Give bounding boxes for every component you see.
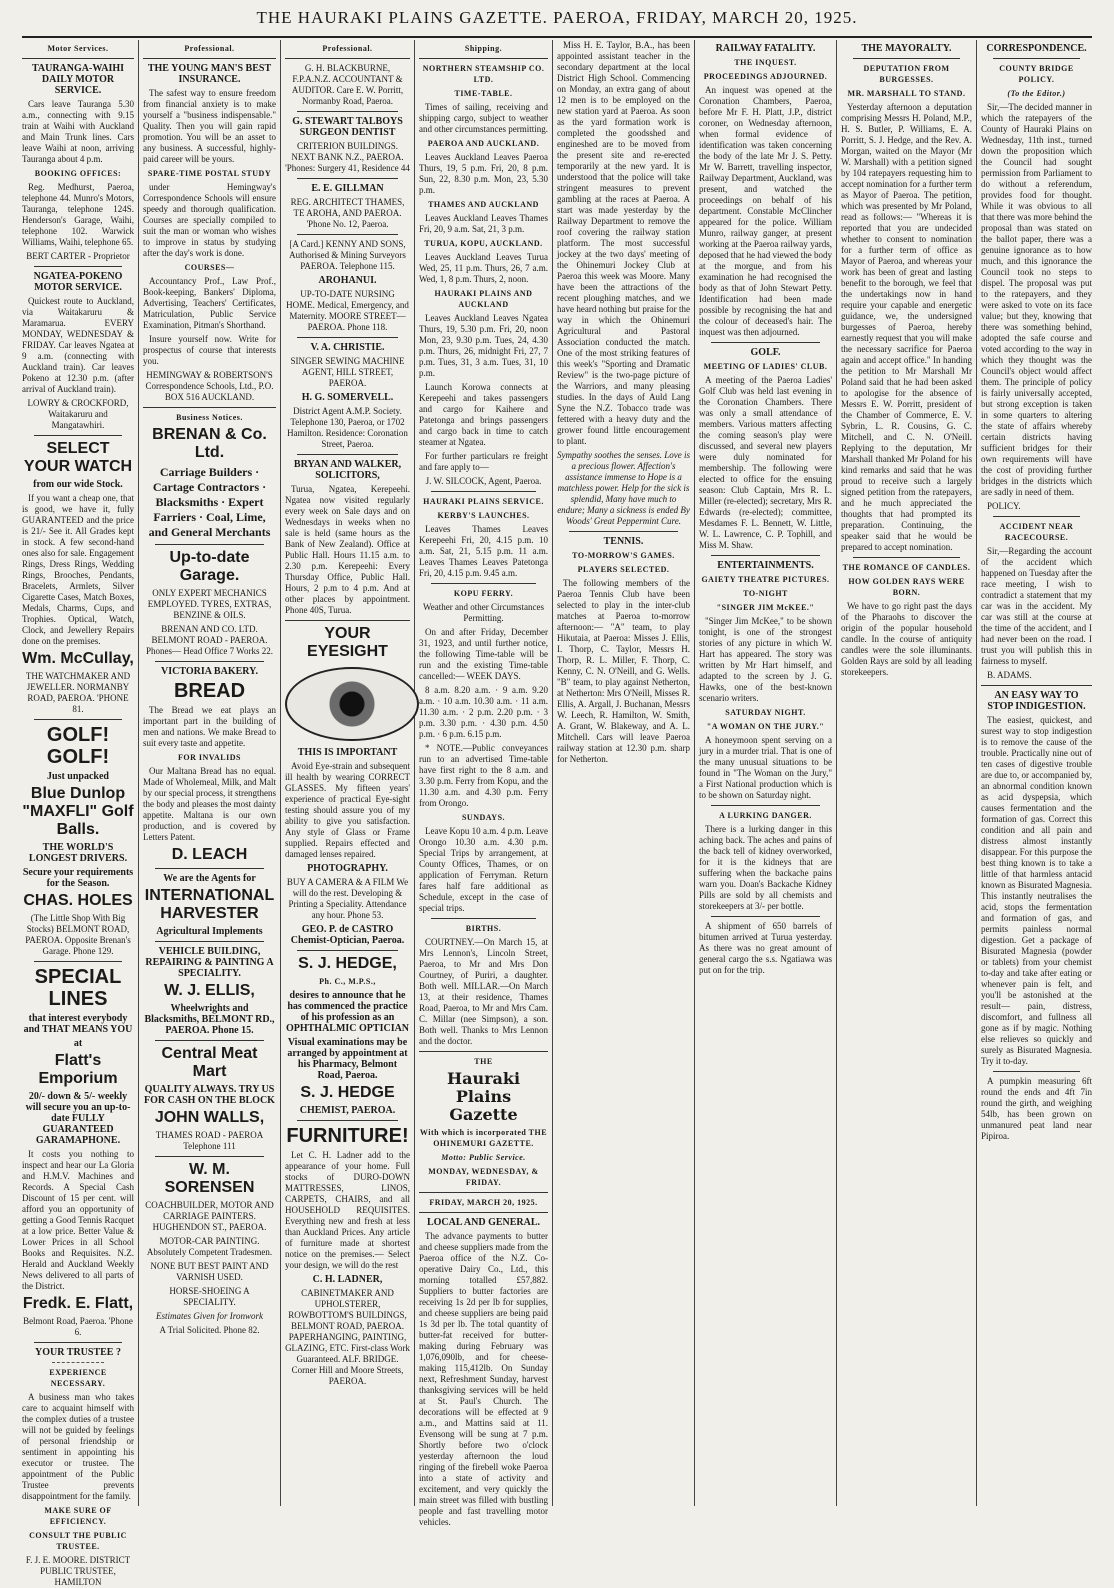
article-heading: A LURKING DANGER. — [719, 811, 812, 820]
ad-address: (The Little Shop With Big Stocks) BELMONT ROAD, PAEROA. Opposite Brenan's Garage. Phone 129. — [25, 913, 131, 956]
ad-signature: J. W. SILCOCK, Agent, Paeroa. — [425, 476, 542, 486]
rule — [853, 557, 960, 558]
article-heading: ACCIDENT NEAR RACECOURSE. — [999, 522, 1074, 542]
ad-heading: CHAS. HOLES — [23, 892, 133, 909]
ad-services: Carriage Builders · Cartage Contractors · Blacksmiths · Expert Farriers · Coal, Lime, and General Merchants — [148, 465, 271, 539]
column-motor-services — [22, 40, 134, 1587]
ad-body: Quickest route to Auckland, via Waitakaruru & Maramarua. EVERY MONDAY, WEDNESDAY & FRIDAY. Car leaves Ngatea at 9 a.m. (connecting with Auckland train). Car leaves Pokeno at 12.30 p.m. (after arrival of Auckland train). — [22, 296, 134, 394]
rule — [993, 58, 1080, 59]
ad-heading: SPECIAL LINES — [34, 966, 122, 1010]
card: Turua, Ngatea, Kerepeehi. Ngatea now visited regularly every week on Sale days and on Wednesdays in weeks when no sale is held (same hours as the Bank of New Zealand). Office at Public Hall. Hours 11.15 a.m. to 2.30 p.m. Kerepeehi: Every Thursday Office, Public Hall. Hours, 2 p.m to 4 p.m. And at other places by appointment. Phone 40S, Turua. — [285, 484, 410, 615]
column-correspondence — [981, 40, 1092, 1506]
rule — [711, 342, 820, 343]
rule — [155, 868, 264, 869]
ad-heading: Blue Dunlop "MAXFLI" Golf Balls. — [22, 785, 134, 838]
column-local-news — [557, 40, 690, 1506]
column-separator — [552, 40, 553, 1506]
ad-subheading: VEHICLE BUILDING, REPAIRING & PAINTING A SPECIALITY. — [145, 946, 274, 979]
rule — [155, 941, 264, 942]
ad-body: under Hemingway's Correspondence Schools will ensure speedy and thorough qualification. Courses are specially compiled to suit the man or woman who wishes to improve in status by studying after the day's work is done. — [143, 182, 276, 258]
rule — [419, 58, 548, 59]
ad-heading: YOUR TRUSTEE ? — [35, 1347, 121, 1358]
rule — [297, 111, 398, 112]
article-body: A honeymoon spent serving on a jury in a murder trial. That is one of the many unusual situations to be found in "The Woman on the Jury," a First National production which is to be shown on Saturday night. — [699, 735, 832, 800]
ad-subheading: THE WORLD'S LONGEST DRIVERS. — [28, 842, 128, 864]
article-subheading: GAIETY THEATRE PICTURES. — [701, 575, 830, 584]
route-heading: KOPU FERRY. — [453, 589, 514, 598]
column-separator — [976, 40, 977, 1506]
section-heading: Professional. — [184, 44, 235, 53]
ad-heading: VICTORIA BAKERY. — [161, 666, 258, 677]
route-times: 8 a.m. 8.20 a.m. · 9 a.m. 9.20 a.m. · 10 a.m. 10.30 a.m. · 11 a.m. 11.30 a.m. · 2 p.m. 2.20 p.m. · 3 p.m. 3.30 p.m. · 4.30 p.m. 4.50 p.m. · 6 p.m. 6.15 p.m. — [419, 685, 548, 739]
letter-signature: POLICY. — [987, 501, 1021, 511]
route-times: Leaves Auckland Leaves Ngatea Thurs, 19, 5.30 p.m. Fri, 20, noon Mon, 23, 9.30 p.m. Tues, 24, 4.30 p.m. Thurs, 26, midnight Fri, 27, 7 p.m. Tues, 31, 3 a.m. Tues, 31, 10 p.m. — [419, 313, 548, 378]
ad-subheading: TIME-TABLE. — [454, 89, 513, 98]
ad-body: Our Maltana Bread has no equal. Made of Wholemeal, Milk, and Malt by our special process, it strengthens the body and pleases the most dainty appetite. Maltana is our own production, and is covered by Letters Patent. — [143, 766, 276, 842]
ad-proprietor: BERT CARTER - Proprietor — [26, 251, 130, 261]
card-heading: BRYAN AND WALKER, SOLICITORS, — [293, 459, 402, 481]
article-heading: TENNIS. — [603, 536, 644, 547]
nameplate: Hauraki Plains Gazette — [446, 1069, 521, 1124]
card: REG. ARCHITECT THAMES, TE AROHA, AND PAEROA. 'Phone No. 12, Paeroa. — [290, 197, 405, 229]
letter-body: Sir,—The decided manner in which the ratepayers of the County of Hauraki Plains on Wednesday, 11th inst., turned down the proposition which the Council had sought permission from Parliament to do without a referendum, provides food for thought. While it was obvious to all that there was more behind the proposal than was stated on the ballot paper, there was a genuine ignorance as to how much, and this ignorance the Council took no steps to dispel. The proposal was put to the ratepayers, and they were asked to vote on its face value; but they, knowing that there was something behind, adopted the safe course and voted according to the way in which they thought was the Council's object would affect them. The principle of policy is fairly universally accepted, but strong exception is taken in some quarters to altering the state of affairs whereby certain districts having sufficient bridges for their own requirements will have the cost of providing further bridges in the districts which are sadly in need of them. — [981, 102, 1092, 497]
nameplate-days: MONDAY, WEDNESDAY, & FRIDAY. — [428, 1167, 539, 1187]
article-subheading: SATURDAY NIGHT. — [725, 708, 806, 717]
ad-heading: W. M. SORENSEN — [164, 1161, 255, 1196]
article-heading: LOCAL AND GENERAL. — [426, 1217, 541, 1228]
ad-body: Let C. H. Ladner add to the appearance of your home. Full stocks of DURO-DOWN MATTRESSES, LINOS, CARPETS, CHAIRS, and all HOUSEHOLD REQUISITES. Everything new and fresh at less than Auckland Prices. Any article of furniture made at shortest notice on the premises.— Select your design, we will do the rest — [285, 1150, 410, 1270]
ad-body: The safest way to ensure freedom from financial anxiety is to make yourself a "business indispensable." Quality. Then you will gain rapid promotion. You will be an asset to any business. A successful, highly-paid career will be yours. — [143, 88, 276, 164]
rule — [285, 620, 410, 621]
rule — [431, 583, 536, 584]
section-heading: Business Notices. — [176, 413, 243, 422]
card: District Agent A.M.P. Society. Telephone 130, Paeroa, or 1702 Hamilton. Residence: Coronation Street, Paeroa. — [287, 406, 408, 449]
rule — [711, 805, 820, 806]
ad-heading: TAURANGA-WAIHI DAILY MOTOR SERVICE. — [31, 63, 125, 96]
route-times: Leaves Auckland Leaves Turua Wed, 25, 11 p.m. Thurs, 26, 7 a.m. Wed, 1, 8 p.m. Thurs, 2, noon. — [419, 252, 548, 284]
article-heading: AN EASY WAY TO STOP INDIGESTION. — [987, 690, 1086, 712]
article-subheading: TO-NIGHT — [743, 589, 788, 598]
card-heading: E. E. GILLMAN — [311, 183, 384, 194]
ad-subheading: from our wide Stock. — [33, 479, 123, 490]
article-subheading: DEPUTATION FROM BURGESSES. — [863, 64, 950, 84]
ad-subheading: EXPERIENCE NECESSARY. — [49, 1368, 107, 1388]
ad-address: Belmont Road, Paeroa. 'Phone 6. — [23, 1316, 133, 1337]
ad-subheading: Weather and other Circumstances Permitting. — [423, 602, 544, 623]
rule — [297, 1120, 398, 1121]
ad-body: A Trial Solicited. Phone 82. — [159, 1325, 260, 1335]
card: SINGER SEWING MACHINE AGENT, HILL STREET, PAEROA. — [290, 356, 405, 388]
ad-heading: GEO. P. de CASTRO Chemist-Optician, Paeroa. — [290, 924, 405, 946]
route-times: Leaves Auckland Leaves Paeroa Thurs, 19, 5 p.m. Fri, 20, 8 p.m. Sun, 22, 8.30 p.m. Mon, 23, 5.30 p.m. — [419, 152, 548, 195]
notice-body: COURTNEY.—On March 15, at Mrs Lennon's, Lincoln Street, Paeroa, to Mr and Mrs Don Courtney, of Puriri, a daughter. Both well. MILLAR.—On March 13, at their residence, Thames Road, Paeroa, to Mr and Mrs Cam. C. Millar (nee Simpson), a son. Both well. Thanks to Mrs Lennon and the doctor. — [419, 937, 548, 1046]
article-subheading: "A WOMAN ON THE JURY." — [706, 722, 825, 731]
article-subheading: MEETING OF LADIES' CLUB. — [703, 362, 828, 371]
section-heading: Motor Services. — [47, 44, 109, 53]
article-subheading: (To the Editor.) — [1007, 89, 1066, 98]
ad-subheading: BOOKING OFFICES: — [34, 169, 122, 178]
nameplate-motto: Motto: Public Service. — [441, 1153, 526, 1162]
article-subheading: TO-MORROW'S GAMES. — [572, 551, 675, 560]
card: CRITERION BUILDINGS. NEXT BANK N.Z., PAEROA. 'Phones: Surgery 41, Residence 44 — [285, 141, 410, 173]
ad-heading: INTERNATIONAL HARVESTER — [144, 887, 275, 922]
rule — [431, 491, 536, 492]
article-body: Yesterday afternoon a deputation comprising Messrs H. Poland, M.P., H. S. Butler, P. Williams, E. A. Porritt, S. J. Hedge, and the Rev. A. Morgan, waited on the Mayor (Mr W. Marshall) with a petition signed by 104 ratepayers requesting him to accept nomination for a further term as Mayor of Paeroa. The petition, which was presented by Mr Poland, read as follows:— "Whereas it is reported that you are undecided whether to consent to nomination for a further term of office as Mayor of Paeroa, and whereas your work has been of great and lasting benefit to the borough, we feel that the undertakings now in hand require your capable and energetic guidance, we, the undersigned burgesses of Paeroa, hereby earnestly request that you will make the necessary sacrifice for Paeroa again and accept office." In handing the petition to Mr Marshall Mr Poland said that he had been asked to apologise for the absence of Messrs E. W. Porritt, president of the Chamber of Commerce, E. V. Sybrin, L. R. Cousins, G. C. Mitchell, and C. N. O'Neill. Replying to the deputation, Mr Marshall thanked Mr Poland for his kind remarks and said that he was proud to receive such a largely signed petition from the ratepayers, and he much appreciated the thoughts that had prompted its preparation. Continuing, the speaker said that he would be prepared to accept nomination. — [841, 102, 972, 552]
rule — [143, 407, 276, 408]
rule — [34, 961, 122, 962]
route-heading: HAURAKI PLAINS SERVICE. — [423, 497, 544, 506]
article-heading: ENTERTAINMENTS. — [717, 560, 814, 571]
article-body: The following members of the Paeroa Tennis Club have been selected to play in the inter-club matches at Paeroa to-morrow afternoon:— "A" team, to play Hikutaia, at Paeroa: Misses J. Ellis, I. Thorp, C. Taylor, Messrs H. Thorp, R. L. Miller, F. Thorp, C. Kenny, C. N. O'Neill, and G. Wells. "B" team, to play against Netherton, at Netherton: Mrs O'Neill, Misses R. Ellis, A. Argall, J. Buchanan, Messrs W. Leech, R. Hamilton, W. Smith, A. Grant, W. Blakeway, and A. L. Mitchell. Cars will leave Paeroa railway station at 12.30 p.m. sharp for Netherton. — [557, 578, 690, 764]
rule — [419, 1212, 548, 1213]
rule — [297, 337, 398, 338]
ad-address: BRENAN AND CO. LTD. BELMONT ROAD - PAEROA. Phones— Head Office 7 Works 22. — [146, 624, 273, 656]
route-times: Leave Kopu 10 a.m. 4 p.m. Leave Orongo 10.30 a.m. 4.30 p.m. Special Trips by arrangement, at County Offices, Thames, or on application of Ferryman. Return fares half fare additional as Schedule, except in the case of special trips. — [419, 826, 548, 913]
rule — [993, 516, 1080, 517]
letter-body: Sir,—Regarding the account of the accident which happened on Tuesday after the race meeting, I wish to contradict a statement that my car was in the accident. My car was still at the course at the time of the accident, and I had never been on the road. I trust you will publish this in fairness to myself. — [981, 546, 1092, 666]
ad-body: Insure yourself now. Write for prospectus of course that interests you. — [143, 334, 276, 366]
route-heading: SUNDAYS. — [461, 813, 506, 822]
ad-subheading: QUALITY ALWAYS. TRY US FOR CASH ON THE BLOCK — [144, 1084, 275, 1106]
ad-heading: PHOTOGRAPHY. — [307, 863, 388, 874]
ad-body: It costs you nothing to inspect and hear our La Gloria and H.M.V. Machines and Records. A Special Cash Discount of 15 per cent. will afford you an opportunity of getting a Good Tennis Racquet at a low price. Better Value & Lower Prices in all School Books and Requisites. N.Z. Herald and Auckland Weekly News delivered to all parts of the District. — [22, 1149, 134, 1291]
rule — [297, 234, 398, 235]
masthead: THE HAURAKI PLAINS GAZETTE. PAEROA, FRIDAY, MARCH 20, 1925. — [256, 8, 858, 27]
rule — [419, 1051, 548, 1052]
ad-heading: NGATEA-POKENO MOTOR SERVICE. — [33, 271, 123, 293]
letter-signature: B. ADAMS. — [987, 670, 1032, 680]
route-heading: PAEROA AND AUCKLAND. — [427, 139, 540, 148]
ad-body: For further particulars re freight and fare apply to— — [419, 451, 548, 472]
column-professional-cards — [285, 40, 410, 1506]
article-body: A pumpkin measuring 6ft round the ends and 4ft 7in round the girth, and weighing 54lb, has been grown on unmanured peat land near Pipiroa. — [981, 1076, 1092, 1141]
rule — [711, 916, 820, 917]
ad-body: Visual examinations may be arranged by appointment at his Pharmacy, Belmont Road, Paeroa. — [287, 1037, 408, 1081]
route-heading: THAMES AND AUCKLAND — [428, 200, 539, 209]
article-subheading: PLAYERS SELECTED. — [577, 565, 670, 574]
card-heading: V. A. CHRISTIE. — [310, 342, 385, 353]
ad-heading: D. LEACH — [171, 846, 248, 863]
ad-subheading: Ph. C., M.P.S., — [319, 977, 376, 986]
column-railway-golf-entertainment — [699, 40, 832, 1506]
ad-heading: S. J. HEDGE, — [298, 955, 397, 972]
article-subheading: HOW GOLDEN RAYS WERE BORN. — [848, 577, 965, 597]
ad-heading: Central Meat Mart — [161, 1045, 258, 1080]
route-times: Leaves Thames Leaves Kerepeehi Fri, 20, 4.15 p.m. 10 a.m. Sat, 21, 5.15 p.m. 11 a.m. Leaves Thames Leaves Patetonga Fri, 20, 4.15 p.m. 9.45 a.m. — [419, 524, 548, 578]
ad-body: HORSE-SHOEING A SPECIALITY. — [169, 1286, 250, 1307]
ad-subheading: SPARE-TIME POSTAL STUDY — [147, 169, 272, 178]
article-body: "Singer Jim McKee," to be shown tonight, is one of the strongest stories of any picture in which W. Hart has appeared. The story was written by Mr Hart himself, and adapted to the screen by J. G. Hawks, one of the best-known scenario writers. — [699, 616, 832, 703]
column-separator — [138, 40, 139, 1506]
article-body: A meeting of the Paeroa Ladies' Golf Club was held last evening in the Coronation Chambers. There was only a small attendance of members. Various matters affecting the coming season's play were discussed, and several new players were duly nominated for membership. The following were elected to office for the ensuing season: Club Captain, Mrs R. L. Miller (re-elected); secretary, Mrs R. Edwards (re-elected); committee, Mesdames F. L. Bennett, W. Little, W. L. Lawrence, C. P. Tophill, and Miss M. Shaw. — [699, 375, 832, 550]
ad-body: Avoid Eye-strain and subsequent ill health by wearing CORRECT GLASSES. My fifteen years' experience of practical Eye-sight testing should assure you of my ability to give you satisfaction. Any style of Glass or Frame supplied. Repairs effected and damaged lenses repaired. — [285, 761, 410, 859]
nameplate-the: THE — [474, 1057, 493, 1066]
rule — [297, 950, 398, 951]
ad-body: MOTOR-CAR PAINTING. Absolutely Competent Tradesmen. — [146, 1236, 273, 1257]
rule — [853, 58, 960, 59]
rule — [155, 661, 264, 662]
ad-address: HEMINGWAY & ROBERTSON'S Correspondence Schools, Ltd., P.O. BOX 516 AUCKLAND. — [145, 370, 274, 402]
article-heading: RAILWAY FATALITY. — [715, 43, 816, 54]
column-professional-business — [143, 40, 276, 1506]
rule — [34, 719, 122, 720]
masthead-rule — [22, 36, 1092, 38]
ad-subheading: Just unpacked — [47, 771, 109, 782]
article-body: The advance payments to butter and cheese suppliers made from the Paeroa office of the N.Z. Co-operative Dairy Co., Ltd., this morning totalled £57,882. Suppliers to butter factories are receiving 1s 2d per lb for supplies, and cheese suppliers are being paid 1s 3d per lb. The total quantity of butter-fat received for butter-making during February was 1,076,090lb, and for cheese-making 115,412lb. On Sunday next, Refreshment Sunday, harvest thanksgiving services will be held at St. Paul's Church. The decorations will be effected at 9 a.m., and Mattins said at 11. Evensong will be sung at 7 p.m. Shortly before two o'clock yesterday afternoon the loud ringing of the firebell woke Paeroa into a state of activity and excitement, and very quickly the main street was filled with bustling people and fast travelling motor vehicles. — [419, 1231, 548, 1527]
ad-heading: BREAD — [173, 680, 246, 702]
ad-subheading: MAKE SURE OF EFFICIENCY. — [44, 1506, 112, 1526]
ad-body: On and after Friday, December 31, 1923, and until further notice, the following Time-table will be run and the existing Time-table cancelled:— WEEK DAYS. — [419, 627, 548, 681]
article-heading: THE ROMANCE OF CANDLES. — [842, 563, 971, 572]
ad-heading: THE YOUNG MAN'S BEST INSURANCE. — [147, 63, 272, 85]
rule — [569, 531, 678, 532]
ad-signature: F. J. E. MOORE. DISTRICT PUBLIC TRUSTEE, HAMILTON — [25, 1555, 131, 1587]
ad-subheading: CHEMIST, PAEROA. — [299, 1105, 396, 1116]
article-heading: THE MAYORALTY. — [861, 43, 952, 54]
column-separator — [836, 40, 837, 1506]
issue-date: FRIDAY, MARCH 20, 1925. — [429, 1198, 538, 1207]
ad-heading: YOUR EYESIGHT — [307, 625, 388, 660]
card-heading: H. G. SOMERVELL. — [301, 392, 394, 403]
ad-proprietor: LOWRY & CROCKFORD, Waitakaruru and Mangatawhiri. — [27, 398, 129, 430]
section-heading: BIRTHS. — [465, 924, 502, 933]
article-body: A shipment of 650 barrels of bitumen arrived at Turua yesterday. As there was no great amount of general cargo the s.s. Ngatiawa was put on for the trip. — [699, 921, 832, 975]
route-times: Leaves Auckland Leaves Thames Fri, 20, 9 a.m. Sat, 21, 3 p.m. — [419, 213, 548, 234]
article-subheading: "SINGER JIM McKEE." — [716, 603, 815, 612]
ad-body: BUY A CAMERA & A FILM We will do the rest. Developing & Printing a Speciality. Attendance any hour. Phone 53. — [286, 877, 409, 920]
rule — [34, 266, 122, 267]
ad-body: Reg. Medhurst, Paeroa, telephone 44. Munro's Motors, Tauranga, telephone 124S. Henderson's Garage, Waihi, telephone 102. Warwick Williams, Waihi, telephone 65. — [22, 182, 134, 247]
ad-heading: Wm. McCullay, — [22, 650, 134, 667]
ad-subheading: COURSES— — [184, 263, 235, 272]
ad-subheading: Secure your requirements for the Season. — [22, 867, 134, 889]
ad-address: THAMES ROAD - PAEROA Telephone 111 — [155, 1130, 264, 1151]
card: G. H. BLACKBURNE, F.P.A.N.Z. ACCOUNTANT & AUDITOR. Care E. W. Porritt, Normanby Road, Paeroa. — [291, 63, 404, 106]
ad-subheading: 20/- down & 5/- weekly will secure you an up-to-date FULLY GUARANTEED GARAMAPHONE. — [25, 1091, 131, 1146]
rule — [431, 918, 536, 919]
ad-address: Wheelwrights and Blacksmiths, BELMONT RD., PAEROA. Phone 15. — [144, 1003, 275, 1036]
ad-subheading: at — [73, 1038, 83, 1049]
column-separator — [280, 40, 281, 1506]
ad-subheading: that interest everybody and THAT MEANS YOU — [23, 1013, 133, 1035]
article-subheading: THE INQUEST. — [734, 58, 797, 67]
column-mayoralty — [841, 40, 972, 1506]
ad-heading: SELECT YOUR WATCH — [23, 440, 133, 475]
ad-heading: Fredk. E. Flatt, — [22, 1295, 134, 1312]
rule — [155, 1040, 264, 1041]
ad-heading: NORTHERN STEAMSHIP CO. LTD. — [422, 64, 545, 84]
article-heading: GOLF. — [750, 347, 781, 358]
ad-body: * NOTE.—Public conveyances run to an advertised Time-table have first right to the 8 a.m. and 3.30 p.m. Ferry from Kopu, and the 11.30 a.m. and 4.30 p.m. Ferry from Orongo. — [419, 743, 548, 808]
article-body: There is a lurking danger in this aching back. The aches and pains of the back tell of kidney overworked, for it is the kidneys that are suffering when the backache pains warn you. Doan's Backache Kidney Pills are sold by all chemists and storekeepers at 3/- per bottle. — [699, 824, 832, 911]
column-shipping — [419, 40, 548, 1527]
route-heading: HAURAKI PLAINS AND AUCKLAND — [434, 289, 533, 309]
card-heading: AROHANUI. — [318, 275, 377, 286]
ad-body: desires to announce that he has commenced the practice of his profession as an OPHTHALMIC OPTICIAN — [285, 990, 410, 1034]
ad-body: Estimates Given for Ironwork — [156, 1311, 263, 1321]
rule — [34, 435, 122, 436]
ad-subheading: THIS IS IMPORTANT — [297, 747, 398, 758]
rule — [155, 544, 264, 545]
column-separator — [414, 40, 415, 1506]
article-body: We have to go right past the days of the Pharaohs to discover the origin of the popular household candle. In the course of antiquity candles were the sole illuminants. Golden Rays are sold by all leading storekeepers. — [841, 601, 972, 677]
ad-body: Times of sailing, receiving and shipping cargo, subject to weather and other circumstances permitting. — [419, 102, 548, 134]
card: [A Card.] KENNY AND SONS, Authorised & Mining Surveyors PAEROA. Telephone 115. — [289, 239, 406, 271]
ad-subheading: Agricultural Implements — [156, 926, 263, 937]
ad-heading: Flatt's Emporium — [38, 1052, 118, 1087]
rule — [155, 1156, 264, 1157]
ad-heading: JOHN WALLS, — [154, 1109, 265, 1126]
ad-subheading: FOR INVALIDS — [178, 753, 241, 762]
ad-heading: BRENAN & Co. Ltd. — [152, 426, 267, 461]
rule — [297, 454, 398, 455]
rule — [285, 58, 410, 59]
ad-address: CABINETMAKER AND UPHOLSTERER, ROWBOTTOM'S BUILDINGS, BELMONT ROAD, PAEROA. PAPERHANGING, PAINTING, GLAZING, ETC. First-class Work Guaranteed. ALF. BRIDGE. Corner Hill and Moore Streets, PAEROA. — [285, 1288, 410, 1386]
rule — [419, 1192, 548, 1193]
rule — [143, 58, 276, 59]
rule — [52, 1362, 104, 1363]
eye-illustration — [285, 667, 419, 741]
nameplate-sub: With which is incorporated THE OHINEMURI GAZETTE. — [419, 1128, 548, 1148]
ad-heading: S. J. HEDGE — [300, 1084, 395, 1101]
article-body: An inquest was opened at the Coronation Chambers, Paeroa, before Mr F. H. Platt, J.P., district coroner, on Wednesday afternoon, when formal evidence of identification was taken concerning the body of the late Mr J. S. Petty. Mr W. Barrett, travelling inspector, Railway Department, Auckland, was present, and watched the proceedings on behalf of his department. Constable McClincher appeared for the police. William Munro, railway ganger, at present working at the Paeroa railway yards, deposed that he had viewed the body at the morgue, and from his examination he had recognised the body as that of John Stewart Petty. Identification had been made possible by recognising the hat and the colour of deceased's hair. The inquest was then adjourned. — [699, 85, 832, 337]
ad-heading: W. J. ELLIS, — [164, 982, 255, 999]
route-heading: KERBY'S LAUNCHES. — [437, 511, 530, 520]
article-subheading: COUNTY BRIDGE POLICY. — [999, 64, 1074, 84]
ad-body: If you want a cheap one, that is good, we have it, fully GUARANTEED and the price is 21/- See it. All Grades kept in stock. A few second-hand ones also for sale. Engagement Rings, Dress Rings, Wedding Rings, Brooches, Pendants, Bracelets, Armlets, Silver Cigarette Cases, Match Boxes, Medals, Charms, Cups, and Trophies. Optical, Watch, Clock, and Jewellery Repairs done on the premises. — [22, 493, 134, 646]
ad-heading: Up-to-date Garage. — [169, 549, 250, 584]
ad-address: COACHBUILDER, MOTOR AND CARRIAGE PAINTERS. HUGHENDON ST., PAEROA. — [145, 1200, 274, 1232]
rule — [993, 1071, 1080, 1072]
rule — [981, 685, 1092, 686]
verse-ad: Sympathy soothes the senses. Love is a precious flower. Affection's assistance immense to Hope is a matchless power. Help for the sick is splendid, Many have much to endure; Many a sickness is ended By Woods' Great Peppermint Cure. — [557, 450, 690, 526]
article-heading: CORRESPONDENCE. — [986, 43, 1087, 54]
ad-body: Launch Korowa connects at Kerepeehi and takes passengers and cargo for Kaihere and Patetonga and brings passengers and cargo back in time to catch steamer at Ngatea. — [419, 382, 548, 447]
ad-body: A business man who takes care to acquaint himself with the complex duties of a trustee will not be guided by feelings of personal friendship or sentiment in appointing his executor or trustee. The appointment of the Public Trustee prevents disappointment for the family. — [22, 1392, 134, 1501]
card: UP-TO-DATE NURSING HOME. Medical, Emergency, and Maternity. MOORE STREET—PAEROA. Phone 118. — [286, 289, 409, 332]
ad-body: The Bread we eat plays an important part in the building of men and nations. We make Bread to suit every taste and appetite. — [143, 705, 276, 748]
article-subheading: PROCEEDINGS ADJOURNED. — [703, 72, 828, 81]
article-body: Miss H. E. Taylor, B.A., has been appointed assistant teacher in the secondary department at the local District High School. Commencing on Monday, an extra gang of about 12 men is to be employed on the new station yard at Paeroa. As soon as the yard formation work is completed the goodsshed and engineshed are to be moved from the present site and re-erected temporarily at the new yard. It is understood that the police will take stringent measures to prevent gambling at the races at Paeroa. A start was made yesterday by the Railway Department to remove the roof covering the railway station platform. The most successful jockey at the two days' meeting of the Ohinemuri Jockey Club at Paeroa this week was Moore. Many have been the attractions of the recent ploughing matches, and we have heard nothing but praise for the way in which the Ohinemuri Agricultural and Pastoral Association conducted the match. One of the most striking features of this week's "Sporting and Dramatic Review" is the two-page picture of the Warriors, and many pleasing studies. In the days of Auld Lang Syne the N.Z. Tobacco trade was fettered with a heavy duty and the grower found little encouragement to plant. — [557, 40, 690, 446]
rule — [22, 58, 134, 59]
section-heading: Professional. — [322, 44, 373, 53]
article-subheading: MR. MARSHALL TO STAND. — [847, 89, 966, 98]
ad-heading: C. H. LADNER, — [312, 1274, 383, 1285]
ad-body: NONE BUT BEST PAINT AND VARNISH USED. — [150, 1261, 269, 1282]
ad-heading: GOLF! GOLF! — [46, 724, 110, 768]
route-heading: TURUA, KOPU, AUCKLAND. — [424, 239, 543, 248]
ad-body: ONLY EXPERT MECHANICS EMPLOYED. TYRES, EXTRAS, BENZINE & OILS. — [147, 588, 272, 620]
ad-subheading: CONSULT THE PUBLIC TRUSTEE. — [29, 1531, 127, 1551]
rule — [711, 555, 820, 556]
ad-body: Accountancy Prof., Law Prof., Book-keeping, Bankers' Diploma, Advertising, Teachers' Certificates, Matriculation, Public Service Examination, Pitman's Shorthand. — [143, 276, 276, 330]
section-heading: Shipping. — [464, 44, 503, 53]
ad-body: Cars leave Tauranga 5.30 a.m., connecting with 9.15 train at Waihi with Auckland and Main Trunk lines. Cars leave Waihi at noon, arriving Tauranga about 4 p.m. — [22, 99, 134, 164]
ad-address: THE WATCHMAKER AND JEWELLER. NORMANBY ROAD, PAEROA. 'PHONE 81. — [25, 671, 131, 714]
ad-subheading: We are the Agents for — [163, 873, 256, 884]
article-body: The easiest, quickest, and surest way to stop indigestion is to remove the cause of the trouble. Practically nine out of ten cases of digestive trouble are due to, or accompanied by, an abnormal condition known as acid dyspepsia, which causes fermentation and the formation of gas. Correct this condition and all pain and distress almost instantly disappear. For this purpose the best thing known is to take a little of that harmless antacid known as Bisurated Magnesia. This instantly neutralises the acid, stops the fermentation and formation of gas, and permits painless normal digestion. Get a package of Bisurated Magnesia (powder or tablets) from your chemist to-day and take after eating or whenever pain is felt, and you'll be astonished at the result— pain, distress, discomfort, and fullness all gone as if by magic. Nothing else relieves so quickly and surely as Bisurated Magnesia. Try it to-day. — [981, 715, 1092, 1066]
card-heading: G. STEWART TALBOYS SURGEON DENTIST — [292, 116, 403, 138]
column-separator — [694, 40, 695, 1506]
rule — [297, 178, 398, 179]
ad-heading: FURNITURE! — [286, 1125, 409, 1147]
rule — [34, 1342, 122, 1343]
